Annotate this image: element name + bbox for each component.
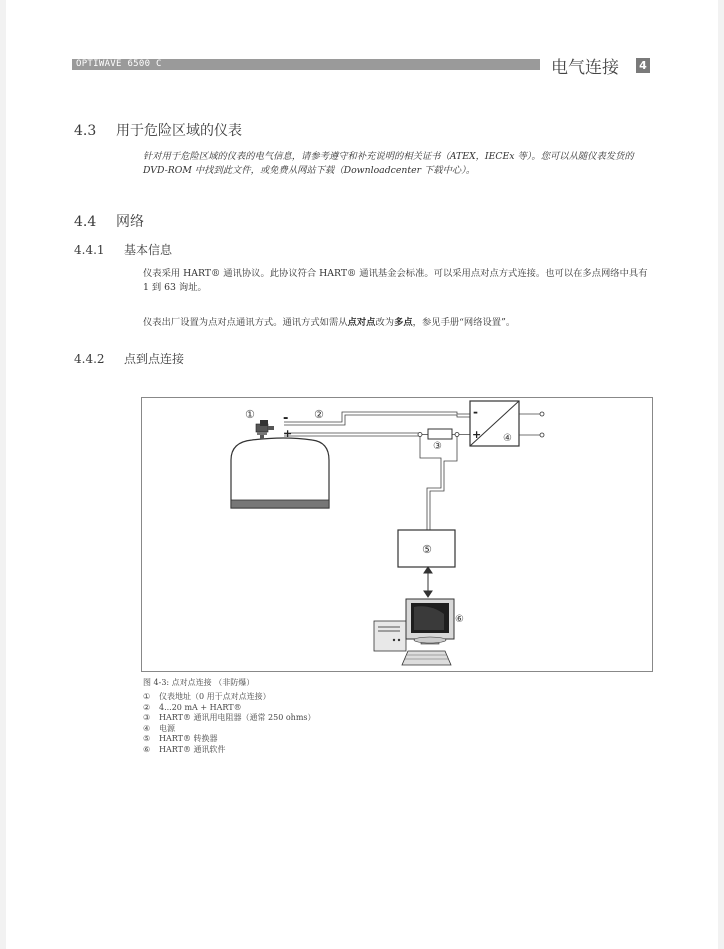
plus-sign: +: [283, 427, 293, 440]
figure-legend: [143, 692, 316, 755]
heading-title: 网络: [116, 214, 144, 230]
heading-number: 4.3: [74, 123, 97, 139]
legend-item: [143, 745, 316, 756]
heading-number: 4.4: [74, 214, 97, 230]
legend-marker: ⑤: [143, 734, 151, 743]
bold-term-multidrop: 多点: [394, 317, 413, 328]
paragraph-basic-info: 仪表采用 HART® 通讯协议。此协议符合 HART® 通讯基金会标准。可以采用点对点方式连接。也可以在多点网络中具有 1 到 63 询址。: [143, 268, 648, 293]
marker-4: ④: [503, 433, 512, 444]
legend-marker: ③: [143, 713, 151, 722]
heading-title: 用于危险区域的仪表: [116, 123, 242, 139]
heading-title: 点到点连接: [124, 352, 185, 366]
computer-icon: [374, 599, 454, 665]
legend-text: 仪表地址（0 用于点对点连接）: [159, 692, 271, 701]
marker-3: ③: [433, 441, 442, 452]
heading-4-4-2: [74, 350, 184, 367]
page-edge-right: [718, 0, 724, 949]
legend-text: 4...20 mA + HART®: [159, 702, 242, 712]
text-run: 仪表出厂设置为点对点通讯方式。通讯方式如需从: [143, 317, 348, 328]
header-chapter-number: 4: [636, 58, 650, 73]
legend-text: HART® 通讯软件: [159, 744, 226, 754]
legend-text: 电源: [159, 723, 175, 733]
page-edge-left: [0, 0, 6, 949]
legend-item: [143, 703, 316, 714]
legend-marker: ②: [143, 702, 151, 712]
marker-1: ①: [245, 408, 255, 421]
paragraph-factory-setting: [143, 316, 651, 330]
marker-5: ⑤: [422, 543, 432, 556]
legend-marker: ⑥: [143, 744, 151, 754]
legend-text: HART® 通讯用电阻器（通常 250 ohms）: [159, 713, 316, 722]
legend-text: HART® 转换器: [159, 734, 218, 743]
header-section-title: 电气连接: [551, 58, 619, 78]
connection-diagram: [141, 397, 653, 672]
heading-title: 基本信息: [124, 243, 173, 257]
bold-term-point-to-point: 点对点: [347, 317, 376, 328]
header-doc-name: OPTIWAVE 6500 C: [76, 59, 162, 69]
supply-minus-sign: -: [473, 405, 478, 419]
text-run: ，参见手册“网络设置”。: [412, 317, 516, 328]
tank: [231, 438, 329, 508]
resistor: [428, 429, 452, 439]
heading-4-4-1: [74, 241, 172, 258]
supply-plus-sign: +: [472, 428, 482, 441]
legend-item: [143, 724, 316, 735]
heading-4-4: [74, 211, 144, 231]
terminal-dot: [418, 433, 422, 437]
legend-item: [143, 692, 316, 703]
heading-number: 4.4.2: [74, 352, 105, 366]
paragraph-hazardous-areas: 针对用于危险区域的仪表的电气信息，请参考遵守和补充说明的相关证书（ATEX，IECEx 等）。您可以从随仪表发货的 DVD-ROM 中找到此文件，或免费从网站下载（Downloadcenter 下载中心）。: [143, 151, 634, 176]
diagram-svg: [142, 398, 652, 671]
transmitter-icon: [256, 420, 274, 439]
minus-sign: -: [283, 411, 289, 426]
terminal-dot: [455, 433, 459, 437]
legend-item: [143, 713, 316, 724]
legend-marker: ④: [143, 723, 151, 733]
figure-caption: 图 4-3: 点对点连接 （非防爆）: [143, 678, 255, 687]
heading-number: 4.4.1: [74, 243, 105, 257]
legend-marker: ①: [143, 692, 151, 701]
legend-item: [143, 734, 316, 745]
double-arrow-icon: [424, 567, 432, 597]
text-run: 改为: [375, 317, 395, 328]
heading-4-3: [74, 120, 242, 140]
marker-2: ②: [314, 408, 324, 421]
marker-6: ⑥: [455, 614, 464, 625]
